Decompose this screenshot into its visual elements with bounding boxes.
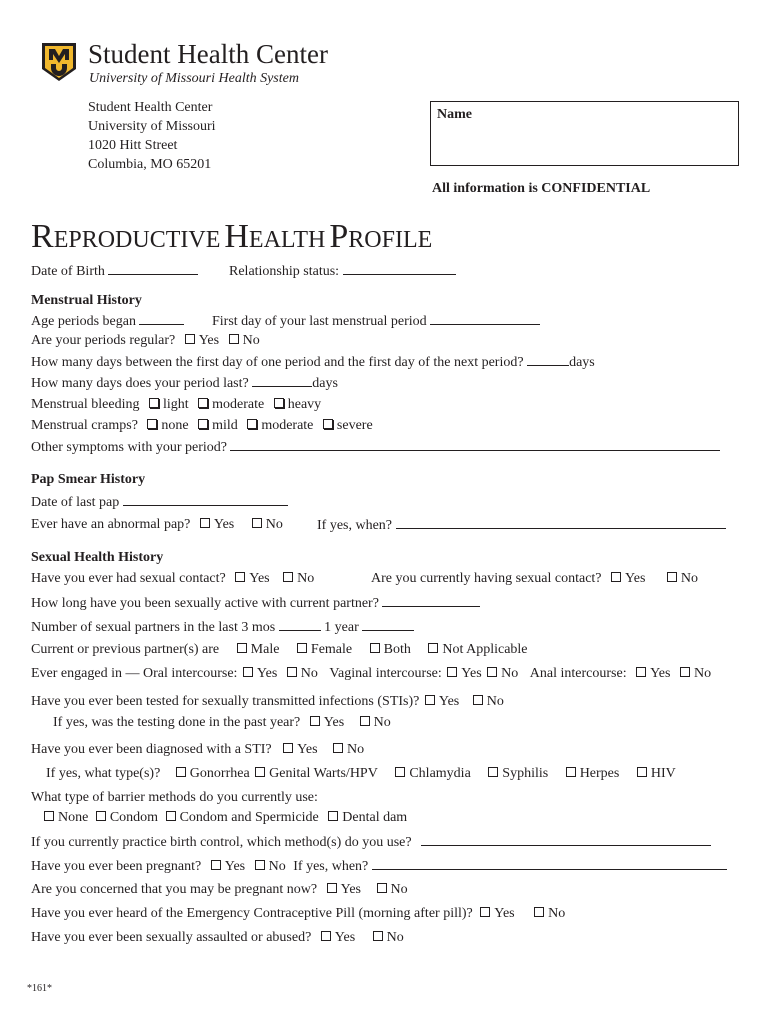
cramps-none-checkbox[interactable]: none xyxy=(147,417,188,434)
past-year-yes-checkbox[interactable]: Yes xyxy=(310,714,344,731)
org-subtitle: University of Missouri Health System xyxy=(89,71,299,86)
cramps-severe-checkbox[interactable]: severe xyxy=(323,417,373,434)
date-last-pap-row: Date of last pap xyxy=(31,493,288,511)
vaginal-no-checkbox[interactable]: No xyxy=(487,665,518,682)
sti-hiv-checkbox[interactable]: HIV xyxy=(637,765,676,782)
abnormal-when-field[interactable] xyxy=(396,516,726,529)
cramps-moderate-checkbox[interactable]: moderate xyxy=(247,417,313,434)
address-line: 1020 Hitt Street xyxy=(88,138,178,153)
currently-yes-checkbox[interactable]: Yes xyxy=(611,570,645,587)
concerned-row: Are you concerned that you may be pregnant now? Yes No xyxy=(31,882,408,897)
address-line: Columbia, MO 65201 xyxy=(88,157,212,172)
barrier-none-checkbox[interactable]: None xyxy=(44,809,88,826)
other-symptoms-field[interactable] xyxy=(230,438,720,451)
anal-no-checkbox[interactable]: No xyxy=(680,665,711,682)
other-symptoms-row: Other symptoms with your period? xyxy=(31,438,720,456)
dob-field[interactable] xyxy=(108,262,198,275)
pap-heading: Pap Smear History xyxy=(31,472,146,487)
birth-control-field[interactable] xyxy=(421,833,711,846)
sti-chlamydia-checkbox[interactable]: Chlamydia xyxy=(395,765,470,782)
period-last-field[interactable] xyxy=(252,374,312,387)
abnormal-when-row: If yes, when? xyxy=(317,516,726,534)
assaulted-row: Have you ever been sexually assaulted or abused? Yes No xyxy=(31,930,404,945)
mizzou-logo-icon xyxy=(42,43,76,81)
partner-gender-row: Current or previous partner(s) are Male Female Both Not Applicable xyxy=(31,642,528,657)
oral-yes-checkbox[interactable]: Yes xyxy=(243,665,277,682)
partner-male-checkbox[interactable]: Male xyxy=(237,641,280,658)
partner-na-checkbox[interactable]: Not Applicable xyxy=(428,641,527,658)
pregnant-yes-checkbox[interactable]: Yes xyxy=(211,858,245,875)
sti-types-row: If yes, what type(s)? Gonorrhea Genital Warts/HPV Chlamydia Syphilis Herpes HIV xyxy=(46,766,676,781)
days-between-row: How many days between the first day of one period and the first day of the next period? days xyxy=(31,355,595,370)
ecp-row: Have you ever heard of the Emergency Contraceptive Pill (morning after pill)? Yes No xyxy=(31,906,566,921)
diagnosed-no-checkbox[interactable]: No xyxy=(333,741,364,758)
date-last-pap-field[interactable] xyxy=(123,493,288,506)
diagnosed-yes-checkbox[interactable]: Yes xyxy=(283,741,317,758)
vaginal-yes-checkbox[interactable]: Yes xyxy=(447,665,481,682)
assaulted-yes-checkbox[interactable]: Yes xyxy=(321,929,355,946)
address-line: University of Missouri xyxy=(88,119,216,134)
name-label: Name xyxy=(437,107,472,122)
currently-no-checkbox[interactable]: No xyxy=(667,570,698,587)
age-began-row: Age periods began xyxy=(31,312,184,330)
sti-syphilis-checkbox[interactable]: Syphilis xyxy=(488,765,548,782)
had-contact-no-checkbox[interactable]: No xyxy=(283,570,314,587)
regular-yes-checkbox[interactable]: Yes xyxy=(185,332,219,349)
bleeding-heavy-checkbox[interactable]: heavy xyxy=(274,396,321,413)
abnormal-no-checkbox[interactable]: No xyxy=(252,516,283,533)
tested-no-checkbox[interactable]: No xyxy=(473,693,504,710)
first-day-row: First day of your last menstrual period xyxy=(212,312,540,330)
bleeding-moderate-checkbox[interactable]: moderate xyxy=(198,396,264,413)
partner-both-checkbox[interactable]: Both xyxy=(370,641,411,658)
barrier-dental-dam-checkbox[interactable]: Dental dam xyxy=(328,809,407,826)
birth-control-row: If you currently practice birth control, which method(s) do you use? xyxy=(31,833,711,851)
menstrual-heading: Menstrual History xyxy=(31,293,142,308)
partner-female-checkbox[interactable]: Female xyxy=(297,641,352,658)
org-title: Student Health Center xyxy=(88,39,328,69)
ecp-no-checkbox[interactable]: No xyxy=(534,905,565,922)
ecp-yes-checkbox[interactable]: Yes xyxy=(480,905,514,922)
barrier-row xyxy=(44,809,407,826)
address-line: Student Health Center xyxy=(88,100,213,115)
how-long-field[interactable] xyxy=(382,594,480,607)
page-title: REPRODUCTIVE HEALTH PROFILE xyxy=(31,218,433,255)
how-long-row: How long have you been sexually active with current partner? xyxy=(31,594,480,612)
pregnant-when-field[interactable] xyxy=(372,857,727,870)
age-began-field[interactable] xyxy=(139,312,184,325)
form-code: *161* xyxy=(27,983,52,994)
tested-yes-checkbox[interactable]: Yes xyxy=(425,693,459,710)
barrier-condom-spermicide-checkbox[interactable]: Condom and Spermicide xyxy=(166,809,319,826)
confidential-note: All information is CONFIDENTIAL xyxy=(432,181,651,196)
barrier-question: What type of barrier methods do you currently use: xyxy=(31,790,318,805)
period-last-row: How many days does your period last? days xyxy=(31,376,338,391)
past-year-row: If yes, was the testing done in the past year? Yes No xyxy=(53,715,391,730)
sti-hpv-checkbox[interactable]: Genital Warts/HPV xyxy=(255,765,378,782)
sti-gonorrhea-checkbox[interactable]: Gonorrhea xyxy=(176,765,250,782)
diagnosed-row: Have you ever been diagnosed with a STI? Yes No xyxy=(31,742,365,757)
sexual-heading: Sexual Health History xyxy=(31,550,164,565)
cramps-row: Menstrual cramps? none mild moderate severe xyxy=(31,418,373,433)
regular-no-checkbox[interactable]: No xyxy=(229,332,260,349)
partners-1yr-field[interactable] xyxy=(362,618,414,631)
days-between-field[interactable] xyxy=(527,353,569,366)
abnormal-pap-row: Ever have an abnormal pap? Yes No xyxy=(31,517,283,532)
pregnant-no-checkbox[interactable]: No xyxy=(255,858,286,875)
currently-row: Are you currently having sexual contact? Yes No xyxy=(371,571,699,586)
had-contact-yes-checkbox[interactable]: Yes xyxy=(235,570,269,587)
pregnant-row: Have you ever been pregnant? Yes No If yes, when? xyxy=(31,857,727,875)
cramps-mild-checkbox[interactable]: mild xyxy=(198,417,238,434)
concerned-no-checkbox[interactable]: No xyxy=(377,881,408,898)
sti-herpes-checkbox[interactable]: Herpes xyxy=(566,765,620,782)
assaulted-no-checkbox[interactable]: No xyxy=(373,929,404,946)
name-field[interactable] xyxy=(430,101,739,166)
partners-row: Number of sexual partners in the last 3 mos 1 year xyxy=(31,618,414,636)
bleeding-light-checkbox[interactable]: light xyxy=(149,396,189,413)
relationship-row: Relationship status: xyxy=(229,262,456,280)
had-contact-row: Have you ever had sexual contact? Yes No xyxy=(31,571,315,586)
abnormal-yes-checkbox[interactable]: Yes xyxy=(200,516,234,533)
oral-no-checkbox[interactable]: No xyxy=(287,665,318,682)
dob-row: Date of Birth xyxy=(31,262,198,280)
anal-yes-checkbox[interactable]: Yes xyxy=(636,665,670,682)
past-year-no-checkbox[interactable]: No xyxy=(360,714,391,731)
concerned-yes-checkbox[interactable]: Yes xyxy=(327,881,361,898)
regular-row: Are your periods regular? Yes No xyxy=(31,333,260,348)
first-day-field[interactable] xyxy=(430,312,540,325)
barrier-condom-checkbox[interactable]: Condom xyxy=(96,809,158,826)
tested-row: Have you ever been tested for sexually transmitted infections (STIs)? Yes No xyxy=(31,694,504,709)
bleeding-row: Menstrual bleeding light moderate heavy xyxy=(31,397,322,412)
relationship-field[interactable] xyxy=(343,262,456,275)
partners-3mo-field[interactable] xyxy=(279,618,321,631)
ever-engaged-row: Ever engaged in — Oral intercourse: Yes No Vaginal intercourse: Yes No Anal intercourse: Yes No xyxy=(31,666,712,681)
